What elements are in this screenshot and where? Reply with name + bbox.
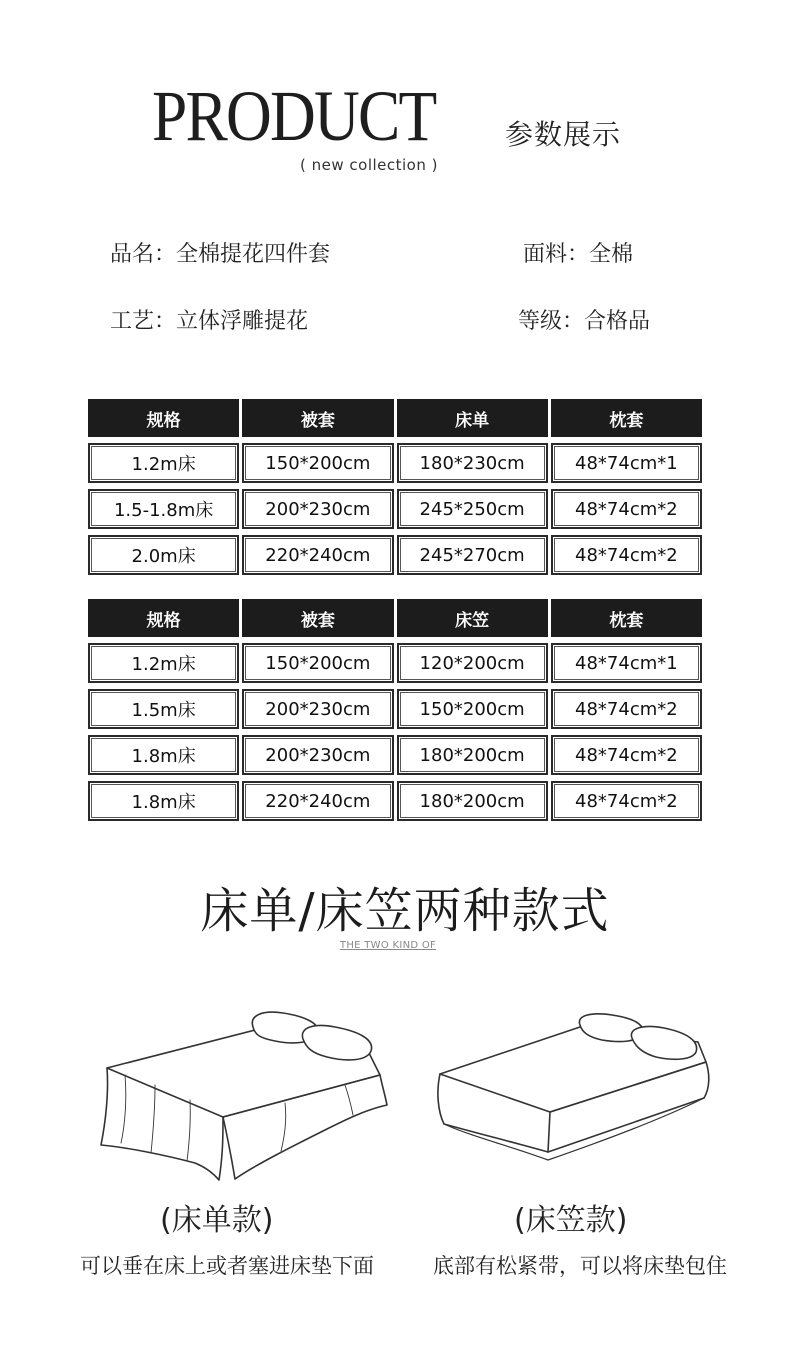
header-cell: 枕套 (551, 599, 702, 637)
table-row (88, 781, 702, 821)
table-cell: 1.8m床 (88, 735, 239, 775)
header-cell: 床单 (397, 399, 548, 437)
table-cell: 120*200cm (397, 643, 548, 683)
table-cell: 48*74cm*2 (551, 689, 702, 729)
table-cell: 48*74cm*2 (551, 489, 702, 529)
fitted-style-description: 底部有松紧带，可以将床垫包住 (433, 1254, 727, 1278)
flat-sheet-illustration (95, 1005, 395, 1185)
brand-wordmark: PRODUCT (152, 76, 436, 156)
flat-style-description: 可以垂在床上或者塞进床垫下面 (80, 1254, 374, 1278)
table-cell: 48*74cm*2 (551, 781, 702, 821)
table-cell: 180*230cm (397, 443, 548, 483)
table-cell: 48*74cm*2 (551, 535, 702, 575)
table-cell: 48*74cm*1 (551, 443, 702, 483)
table-row (88, 443, 702, 483)
page-title: 参数展示 (505, 118, 622, 151)
header-cell: 规格 (88, 599, 239, 637)
table-cell: 1.2m床 (88, 643, 239, 683)
table-cell: 200*230cm (242, 689, 393, 729)
table-row (88, 689, 702, 729)
table-cell: 2.0m床 (88, 535, 239, 575)
table-row (88, 643, 702, 683)
product-name: 品名：全棉提花四件套 (110, 242, 331, 267)
table-cell: 220*240cm (242, 535, 393, 575)
table-cell: 150*200cm (242, 643, 393, 683)
spec-table-flat-sheet (85, 393, 705, 581)
header-cell: 被套 (242, 399, 393, 437)
table-row (88, 735, 702, 775)
table-cell: 200*230cm (242, 735, 393, 775)
table-header-row (88, 399, 702, 437)
table-cell: 150*200cm (397, 689, 548, 729)
table-cell: 48*74cm*1 (551, 643, 702, 683)
table-cell: 220*240cm (242, 781, 393, 821)
fitted-style-caption: (床笠款) (514, 1203, 628, 1238)
table-cell: 1.8m床 (88, 781, 239, 821)
header-cell: 枕套 (551, 399, 702, 437)
section-title: 床单/床笠两种款式 (200, 883, 610, 939)
header-cell: 被套 (242, 599, 393, 637)
fitted-sheet-illustration (430, 1012, 720, 1167)
table-cell: 245*270cm (397, 535, 548, 575)
table-cell: 1.5-1.8m床 (88, 489, 239, 529)
table-row (88, 535, 702, 575)
table-cell: 180*200cm (397, 781, 548, 821)
table-cell: 48*74cm*2 (551, 735, 702, 775)
header-cell: 规格 (88, 399, 239, 437)
product-craft: 工艺：立体浮雕提花 (110, 309, 309, 334)
table-cell: 1.5m床 (88, 689, 239, 729)
table-header-row (88, 599, 702, 637)
table-cell: 150*200cm (242, 443, 393, 483)
table-cell: 245*250cm (397, 489, 548, 529)
product-grade: 等级：合格品 (518, 309, 651, 334)
table-row (88, 489, 702, 529)
header-cell: 床笠 (397, 599, 548, 637)
spec-table-fitted-sheet (85, 593, 705, 827)
table-cell: 1.2m床 (88, 443, 239, 483)
flat-style-caption: (床单款) (160, 1203, 274, 1238)
section-subtitle: THE TWO KIND OF (339, 940, 437, 951)
product-fabric: 面料：全棉 (523, 242, 634, 267)
table-cell: 180*200cm (397, 735, 548, 775)
brand-subtitle: ( new collection ) (300, 156, 438, 174)
table-cell: 200*230cm (242, 489, 393, 529)
